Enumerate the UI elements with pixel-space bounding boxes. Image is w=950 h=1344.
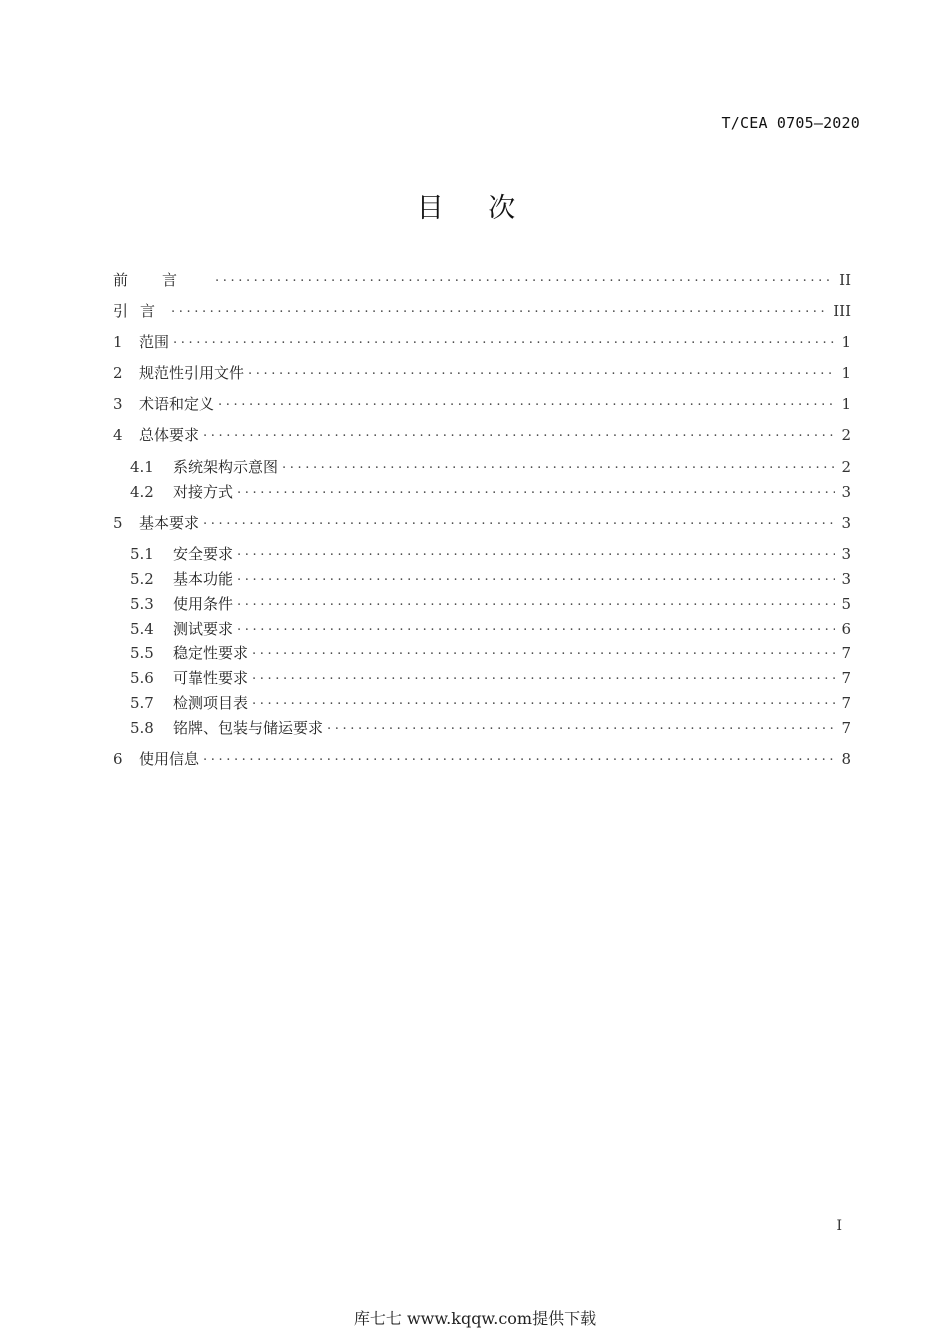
toc-entry-number: 1 — [113, 333, 123, 351]
toc-entry-page: 7 — [841, 669, 851, 687]
toc-leader-dots — [218, 391, 835, 413]
toc-entry-introduction[interactable] — [113, 300, 851, 322]
toc-leader-dots — [282, 454, 835, 476]
toc-entry-label: 前言 — [113, 271, 212, 289]
toc-entry-number: 3 — [113, 395, 123, 413]
toc-entry-number: 5.3 — [130, 595, 154, 613]
toc-entry-number: 5.7 — [130, 694, 154, 712]
toc-leader-dots — [248, 360, 835, 382]
toc-entry-page: 8 — [841, 750, 851, 768]
page-title: 目 次 — [416, 193, 534, 224]
toc-entry-5-8[interactable] — [130, 717, 851, 739]
toc-entry-label: 安全要求 — [173, 545, 234, 563]
toc-entry-label: 术语和定义 — [139, 395, 215, 413]
toc-entry-label: 引言 — [113, 302, 168, 320]
download-watermark: 库七七 www.kqqw.com提供下载 — [353, 1309, 597, 1328]
page-number: I — [836, 1218, 842, 1234]
toc-entry-5-3[interactable] — [130, 593, 851, 615]
toc-entry-label: 使用条件 — [173, 595, 234, 613]
toc-entry-foreword[interactable] — [113, 269, 851, 291]
toc-leader-dots — [203, 422, 835, 444]
toc-leader-dots — [171, 298, 827, 320]
toc-entry-2[interactable] — [113, 362, 851, 384]
toc-entry-number: 4 — [113, 426, 123, 444]
toc-entry-label: 总体要求 — [139, 426, 200, 444]
toc-leader-dots — [327, 715, 835, 737]
toc-leader-dots — [237, 566, 835, 588]
toc-leader-dots — [203, 746, 835, 768]
toc-entry-5-7[interactable] — [130, 692, 851, 714]
toc-entry-page: 3 — [841, 570, 851, 588]
toc-entry-label: 系统架构示意图 — [173, 458, 279, 476]
toc-entry-5-2[interactable] — [130, 568, 851, 590]
toc-entry-label: 可靠性要求 — [173, 669, 249, 687]
toc-leader-dots — [237, 591, 835, 613]
toc-leader-dots — [237, 541, 835, 563]
toc-entry-label: 检测项目表 — [173, 694, 249, 712]
toc-entry-page: 6 — [841, 620, 851, 638]
toc-leader-dots — [203, 510, 835, 532]
toc-entry-number: 5 — [113, 514, 123, 532]
toc-entry-number: 2 — [113, 364, 123, 382]
toc-entry-page: 3 — [841, 483, 851, 501]
toc-leader-dots — [252, 665, 835, 687]
toc-entry-page: 7 — [841, 719, 851, 737]
toc-entry-page: 7 — [841, 644, 851, 662]
toc-entry-number: 4.2 — [130, 483, 154, 501]
toc-entry-5[interactable] — [113, 512, 851, 534]
toc-entry-5-1[interactable] — [130, 543, 851, 565]
toc-entry-number: 5.5 — [130, 644, 154, 662]
toc-entry-label: 范围 — [139, 333, 170, 351]
toc-entry-page: 3 — [841, 545, 851, 563]
toc-leader-dots — [237, 479, 835, 501]
toc-leader-dots — [173, 329, 835, 351]
toc-entry-4-2[interactable] — [130, 481, 851, 503]
toc-entry-page: 2 — [841, 458, 851, 476]
toc-entry-number: 5.6 — [130, 669, 154, 687]
toc-entry-number: 5.1 — [130, 545, 154, 563]
toc-entry-5-5[interactable] — [130, 642, 851, 664]
toc-leader-dots — [252, 690, 835, 712]
toc-entry-page: 5 — [841, 595, 851, 613]
toc-entry-label: 基本要求 — [139, 514, 200, 532]
toc-entry-4[interactable] — [113, 424, 851, 446]
toc-entry-label: 基本功能 — [173, 570, 234, 588]
toc-entry-page: 1 — [841, 364, 851, 382]
toc-leader-dots — [237, 616, 835, 638]
toc-entry-number: 4.1 — [130, 458, 154, 476]
toc-entry-label: 使用信息 — [139, 750, 200, 768]
toc-entry-label: 对接方式 — [173, 483, 234, 501]
toc-entry-number: 6 — [113, 750, 123, 768]
toc-entry-5-4[interactable] — [130, 618, 851, 640]
toc-entry-3[interactable] — [113, 393, 851, 415]
toc-entry-label: 稳定性要求 — [173, 644, 249, 662]
toc-entry-5-6[interactable] — [130, 667, 851, 689]
toc-entry-label: 铭牌、包装与储运要求 — [173, 719, 324, 737]
toc-entry-label: 测试要求 — [173, 620, 234, 638]
toc-leader-dots — [215, 267, 833, 289]
toc-entry-number: 5.2 — [130, 570, 154, 588]
standard-code: T/CEA 0705—2020 — [721, 114, 860, 132]
toc-entry-page: 1 — [841, 333, 851, 351]
toc-entry-page: 2 — [841, 426, 851, 444]
toc-entry-page: 1 — [841, 395, 851, 413]
toc-entry-6[interactable] — [113, 748, 851, 770]
toc-entry-page: III — [833, 302, 851, 320]
toc-entry-number: 5.8 — [130, 719, 154, 737]
toc-entry-1[interactable] — [113, 331, 851, 353]
toc-entry-page: 7 — [841, 694, 851, 712]
toc-entry-4-1[interactable] — [130, 456, 851, 478]
toc-entry-page: 3 — [841, 514, 851, 532]
toc-entry-number: 5.4 — [130, 620, 154, 638]
toc-entry-label: 规范性引用文件 — [139, 364, 245, 382]
toc-entry-page: II — [839, 271, 851, 289]
toc-leader-dots — [252, 640, 835, 662]
